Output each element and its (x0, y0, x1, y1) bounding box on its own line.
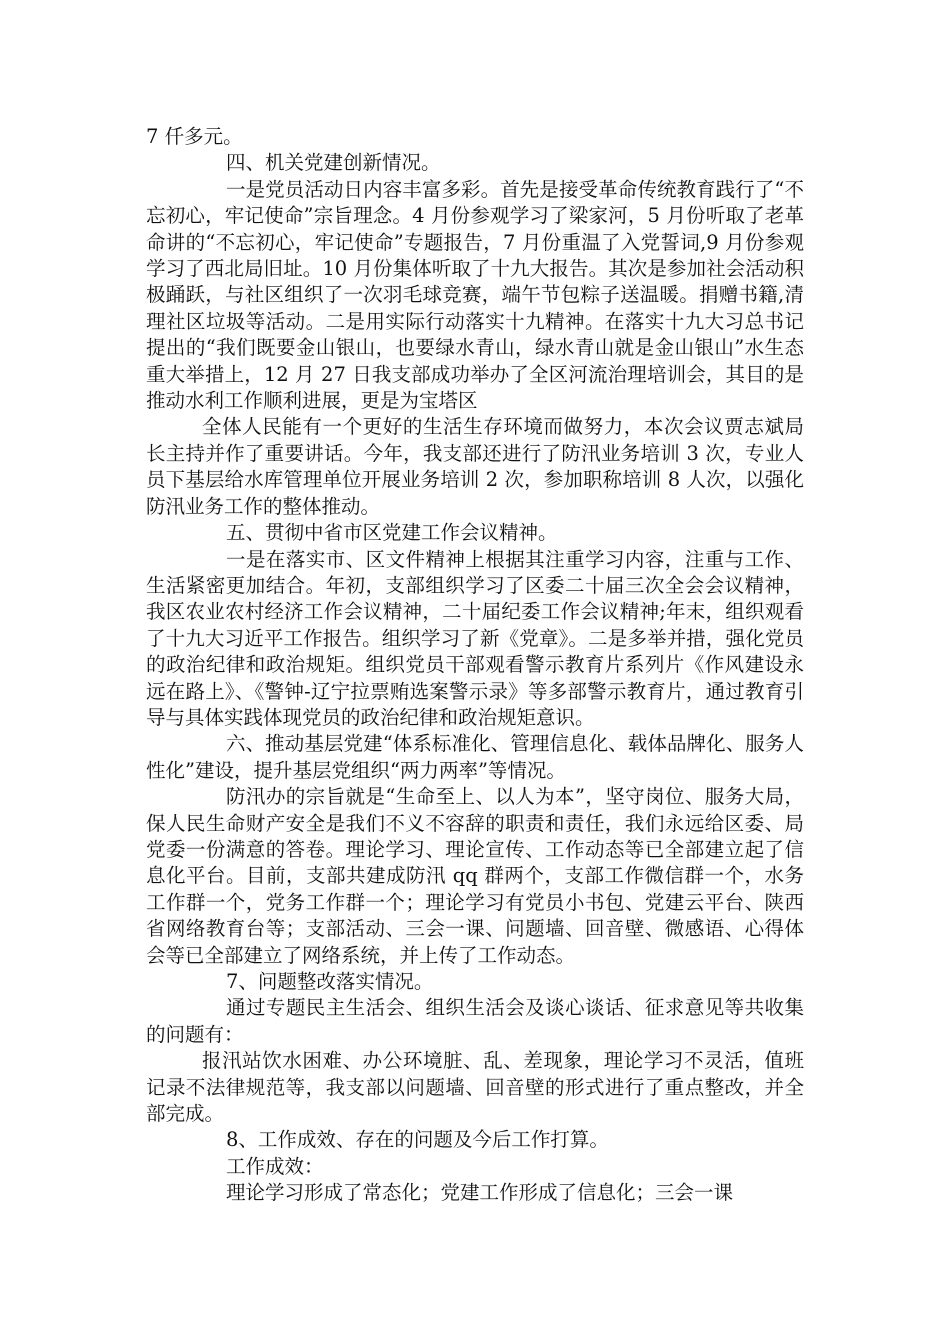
paragraph-issues-list: 报汛站饮水困难、办公环境脏、乱、差现象，理论学习不灵活，值班记录不法律规范等，我支部以问题墙、回音壁的形式进行了重点整改，并全部完成。 (146, 1049, 804, 1126)
heading-work-results: 工作成效： (226, 1154, 324, 1178)
heading-section-6: 六、推动基层党建“体系标准化、管理信息化、载体品牌化、服务人性化”建设，提升基层党组织“两力两率”等情况。 (146, 732, 804, 782)
paragraph-informatization: 防汛办的宗旨就是“生命至上、以人为本”，坚守岗位、服务大局，保人民生命财产安全是我们不义不容辞的职责和责任，我们永远给区委、局党委一份满意的答卷。理论学习、理论宣传、工作动态等已全部建立起了信息化平台。目前，支部共建成防汛 qq 群两个，支部工作微信群一个，水务工作群一个，党务工作群一个；理论学习有党员小书包、党建云平台、陕西省网络教育台等；支部活动、三会一课、问题墙、回音壁、微感语、心得体会等已全部建立了网络系统，并上传了工作动态。 (146, 785, 804, 967)
paragraph-party-activities: 一是党员活动日内容丰富多彩。首先是接受革命传统教育践行了“不忘初心，牢记使命”宗旨理念。4 月份参观学习了梁家河，5 月份听取了老革命讲的“不忘初心，牢记使命”专题报告，7 月份重温了入党誓词,9 月份参观学习了西北局旧址。10 月份集体听取了十九大报告。其次是参加社会活动积极踊跃，与社区组织了一次羽毛球竞赛，端午节包粽子送温暖。捐赠书籍,清理社区垃圾等活动。二是用实际行动落实十九精神。在落实十九大习总书记提出的“我们既要金山银山，也要绿水青山，绿水青山就是金山银山”水生态重大举措上，12 月 27 日我支部成功举办了全区河流治理培训会，其目的是推动水利工作顺利进展，更是为宝塔区 (146, 177, 804, 413)
document-body (146, 124, 804, 1207)
heading-section-5: 五、贯彻中省市区党建工作会议精神。 (226, 521, 558, 545)
heading-section-7: 7、问题整改落实情况。 (226, 970, 434, 993)
paragraph-issues-collected: 通过专题民主生活会、组织生活会及谈心谈话、征求意见等共收集的问题有： (146, 996, 804, 1046)
paragraph-meeting-spirit: 一是在落实市、区文件精神上根据其注重学习内容，注重与工作、生活紧密更加结合。年初，支部组织学习了区委二十届三次全会会议精神，我区农业农村经济工作会议精神，二十届纪委工作会议精神;年末，组织观看了十九大习近平工作报告。组织学习了新《党章》。二是多举并措，强化党员的政治纪律和政治规矩。组织党员干部观看警示教育片系列片《作风建设永远在路上》、《警钟-辽宁拉票贿选案警示录》等多部警示教育片，通过教育引导与具体实践体现党员的政治纪律和政治规矩意识。 (146, 547, 804, 729)
heading-section-8: 8、工作成效、存在的问题及今后工作打算。 (226, 1128, 609, 1152)
heading-section-4: 四、机关党建创新情况。 (226, 151, 441, 175)
paragraph-work-results: 理论学习形成了常态化；党建工作形成了信息化；三会一课 (226, 1181, 734, 1205)
paragraph-training: 全体人民能有一个更好的生活生存环境而做努力，本次会议贾志斌局长主持并作了重要讲话。今年，我支部还进行了防汛业务培训 3 次，专业人员下基层给水库管理单位开展业务培训 2 次，参加职称培训 8 人次，以强化防汛业务工作的整体推动。 (146, 415, 804, 518)
paragraph-amount-continuation: 7 仟多元。 (146, 125, 243, 148)
